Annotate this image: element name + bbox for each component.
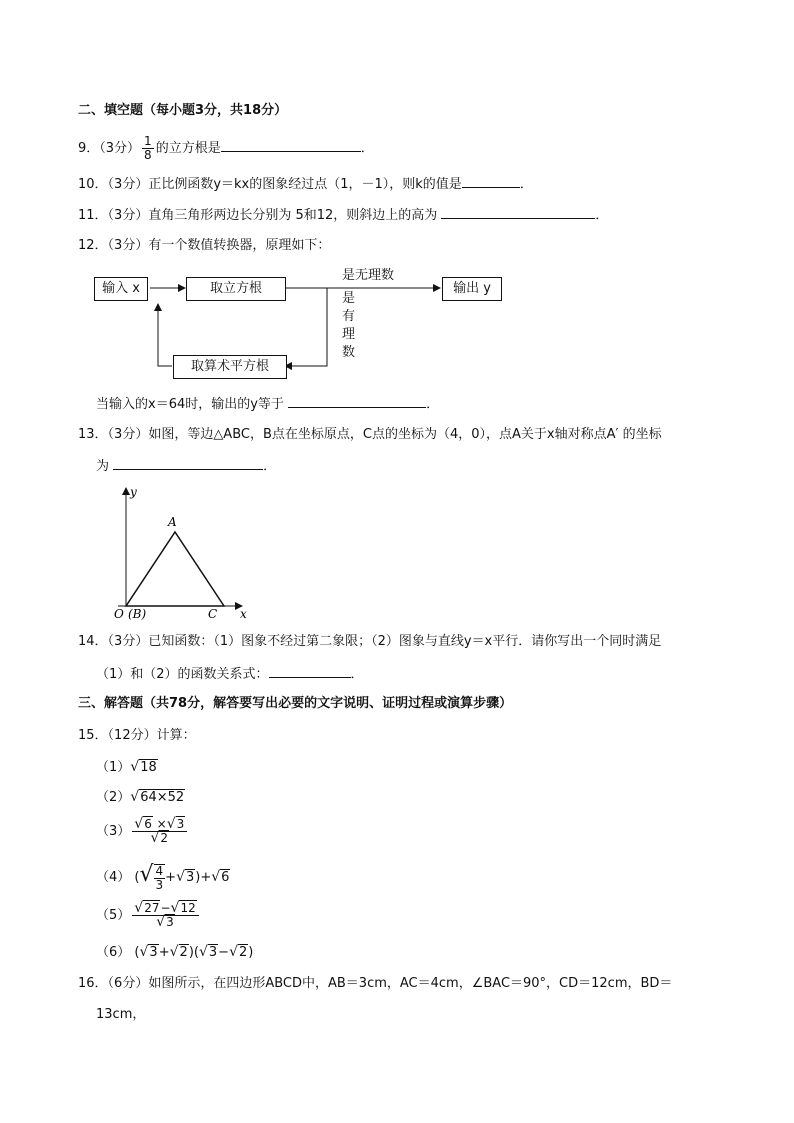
label-rational-char: 理 [342,327,356,342]
answer-blank-12[interactable] [288,393,426,408]
fraction [142,135,154,162]
point-b-label: (B) [128,607,147,621]
label-rational-char: 是 [342,291,356,306]
denominator: 3 [155,877,164,892]
label-rational [342,290,358,362]
box-input: 输入 x [94,277,148,301]
question-13-line2 [96,455,276,477]
y-label: y [130,485,137,499]
question-14-line2 [96,663,364,685]
q15-part-2 [96,787,185,808]
label-rational-char: 有 [342,309,356,324]
sqrt-expr: √64×52 [130,789,185,805]
point-c-label: C [208,607,218,621]
triangle-figure [100,482,260,622]
radicand: 2 [179,945,188,960]
q14-line2: （1）和（2）的函数关系式： [96,667,269,682]
fraction: $\frac{√6 \times√3}{√2}$ [132,818,187,845]
section-title-3: 三、解答题（共78分，解答要写出必要的文字说明、证明过程或演算步骤） [78,696,513,711]
question-10 [78,173,533,195]
part-label: （5） [96,908,131,923]
x-label: x [240,607,247,621]
q15-part-6: （6） (√3+√2)(√3−√2) [96,944,254,960]
part-label: （6） [96,945,131,960]
q13-line2: 为 [96,459,114,474]
answer-blank-14[interactable] [269,663,351,678]
answer-blank-10[interactable] [462,173,520,188]
q12-when: 当输入的x＝64时，输出的y等于 [96,397,289,412]
radicand: 6 [144,817,152,831]
question-11 [78,204,608,226]
flow-arrow [158,304,172,366]
q14-end: ． [350,667,364,682]
question-13: 13．（3分）如图，等边△ABC，B点在坐标原点，C点的坐标为（4，0），点A关于x轴对称点A′ 的坐标 [78,427,662,442]
part-label: （4） [96,870,131,885]
q12-end: ． [426,397,440,412]
radicand: 3 [186,870,195,885]
q9-number: 9．（3分） [78,141,141,156]
triangle-abc [126,532,224,606]
radicand: 27 [144,901,160,915]
q11-text: 11．（3分）直角三角形两边长分别为 5和12，则斜边上的高为 [78,208,442,223]
radicand: 2 [239,945,248,960]
box-cube-root: 取立方根 [186,277,286,301]
q15-part-4: （4） (√ $\frac{4}{3}$ +√3)+√6 [96,862,230,892]
answer-blank-13[interactable] [113,455,263,470]
box-square-root: 取算术平方根 [173,355,287,379]
radicand: 3 [166,915,174,929]
question-14: 14．（3分）已知函数：（1）图象不经过第二象限；（2）图象与直线y＝x平行．请你写出一个同时满足 [78,634,662,649]
q13-end: ． [263,459,277,474]
question-16: 16．（6分）如图所示，在四边形ABCD中，AB＝3cm，AC＝4cm，∠BAC＝90°，CD＝12cm，BD＝ [78,976,673,991]
point-o-label: O [114,607,124,621]
q10-end: ． [519,177,533,192]
question-16-line2: 13cm， [96,1007,146,1022]
radicand: 3 [208,945,218,960]
point-a-label: A [168,515,177,529]
q15-part-5 [96,898,201,934]
label-irrational: 是无理数 [342,268,395,283]
question-9 [78,134,374,164]
part-label: （1） [96,760,131,775]
part-label: （2） [96,790,131,805]
q15-part-3 [96,814,189,850]
question-12: 12．（3分）有一个数值转换器，原理如下： [78,238,331,253]
fraction: $\frac{√27-√12}{√3}$ [132,902,198,929]
answer-blank-9[interactable] [221,137,361,152]
numerator: 1 [144,134,152,148]
radicand: 2 [160,831,169,845]
q9-end: ． [360,141,374,156]
radicand: 18 [140,760,157,775]
denominator: 8 [144,148,152,162]
radicand: 3 [176,817,185,831]
radicand: 3 [149,945,158,960]
numerator: 4 [155,863,164,878]
radicand: 12 [180,901,196,915]
flow-arrow [285,288,327,366]
question-15: 15．（12分）计算： [78,728,196,743]
label-rational-char: 数 [342,345,356,360]
box-output: 输出 y [442,277,502,301]
answer-blank-11[interactable] [441,204,595,219]
section-title-2: 二、填空题（每小题3分，共18分） [78,103,288,118]
q9-text: 的立方根是 [155,141,221,156]
q11-end: ． [595,208,609,223]
question-12-ask [96,393,439,415]
q10-text: 10．（3分）正比例函数y＝kx的图象经过点（1，－1），则k的值是 [78,177,462,192]
q15-part-1 [96,757,158,778]
radicand: 6 [221,870,230,885]
radicand: 64×52 [140,790,185,805]
part-label: （3） [96,824,131,839]
sqrt-expr: √18 [130,759,157,775]
